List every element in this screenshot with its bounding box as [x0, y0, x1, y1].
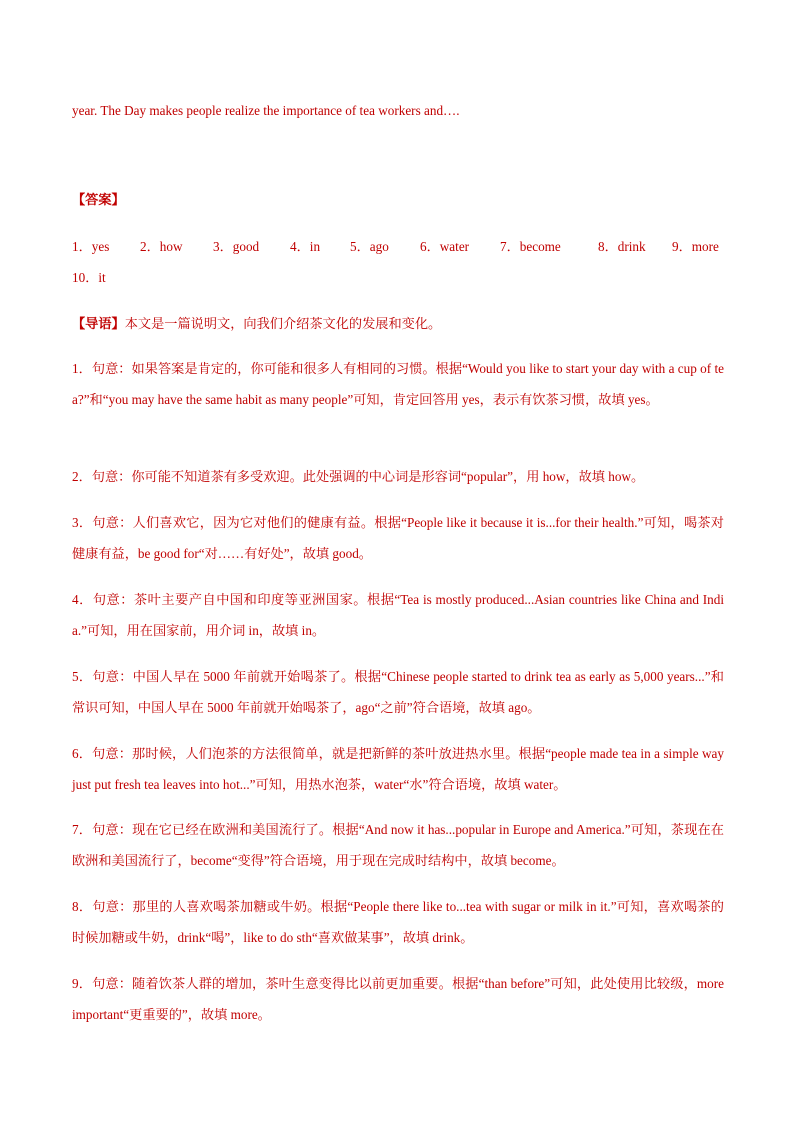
explanation-6: 6．句意：那时候，人们泡茶的方法很简单，就是把新鲜的茶叶放进热水里。根据“people made tea in a simple way just put fresh tea leaves into hot...”可知，用热水泡茶，water“水”符合语境，故填 water。 [72, 746, 724, 792]
answer-item: 4．in [290, 239, 321, 254]
explanation-4: 4．句意：茶叶主要产自中国和印度等亚洲国家。根据“Tea is mostly produced...Asian countries like China and India.”可知，用在国家前，用介词 in，故填 in。 [72, 592, 724, 638]
answer-item: 10．it [72, 270, 106, 285]
guide-paragraph [72, 316, 441, 332]
answer-heading: 【答案】 [72, 192, 125, 207]
explanation-9: 9．句意：随着饮茶人群的增加，茶叶生意变得比以前更加重要。根据“than before”可知，此处使用比较级，more important“更重要的”，故填 more。 [72, 976, 724, 1022]
explanation-1: 1．句意：如果答案是肯定的，你可能和很多人有相同的习惯。根据“Would you like to start your day with a cup of tea?”和“you may have the same habit as many people”可知，肯定回答用 yes，表示有饮茶习惯，故填 yes。 [72, 361, 724, 407]
answer-item: 5．ago [350, 239, 389, 254]
intro-tail-text: year. The Day makes people realize the importance of tea workers and…. [72, 103, 460, 118]
explanation-8: 8．句意：那里的人喜欢喝茶加糖或牛奶。根据“People there like to...tea with sugar or milk in it.”可知，喜欢喝茶的时候加糖或牛奶，drink“喝”，like to do sth“喜欢做某事”，故填 drink。 [72, 899, 724, 945]
explanation-2: 2．句意：你可能不知道茶有多受欢迎。此处强调的中心词是形容词“popular”，用 how，故填 how。 [72, 469, 645, 484]
answer-item: 9．more [672, 239, 719, 254]
explanation-3: 3．句意：人们喜欢它，因为它对他们的健康有益。根据“People like it because it is...for their health.”可知，喝茶对健康有益，be good for“对……有好处”，故填 good。 [72, 515, 724, 561]
answer-item: 1．yes [72, 239, 110, 254]
answer-item: 7．become [500, 239, 561, 254]
answer-item: 3．good [213, 239, 260, 254]
explanation-7: 7．句意：现在它已经在欧洲和美国流行了。根据“And now it has...popular in Europe and America.”可知，茶现在在欧洲和美国流行了，become“变得”符合语境，用于现在完成时结构中，故填 become。 [72, 822, 724, 868]
answer-item: 6．water [420, 239, 470, 254]
answer-item: 2．how [140, 239, 183, 254]
guide-label: 【导语】 [72, 316, 125, 331]
answer-item: 8．drink [598, 239, 646, 254]
explanation-5: 5．句意：中国人早在 5000 年前就开始喝茶了。根据“Chinese people started to drink tea as early as 5,000 years...”和常识可知，中国人早在 5000 年前就开始喝茶了，ago“之前”符合语境，故填 ago。 [72, 669, 724, 715]
guide-text: 本文是一篇说明文，向我们介绍茶文化的发展和变化。 [124, 316, 442, 331]
